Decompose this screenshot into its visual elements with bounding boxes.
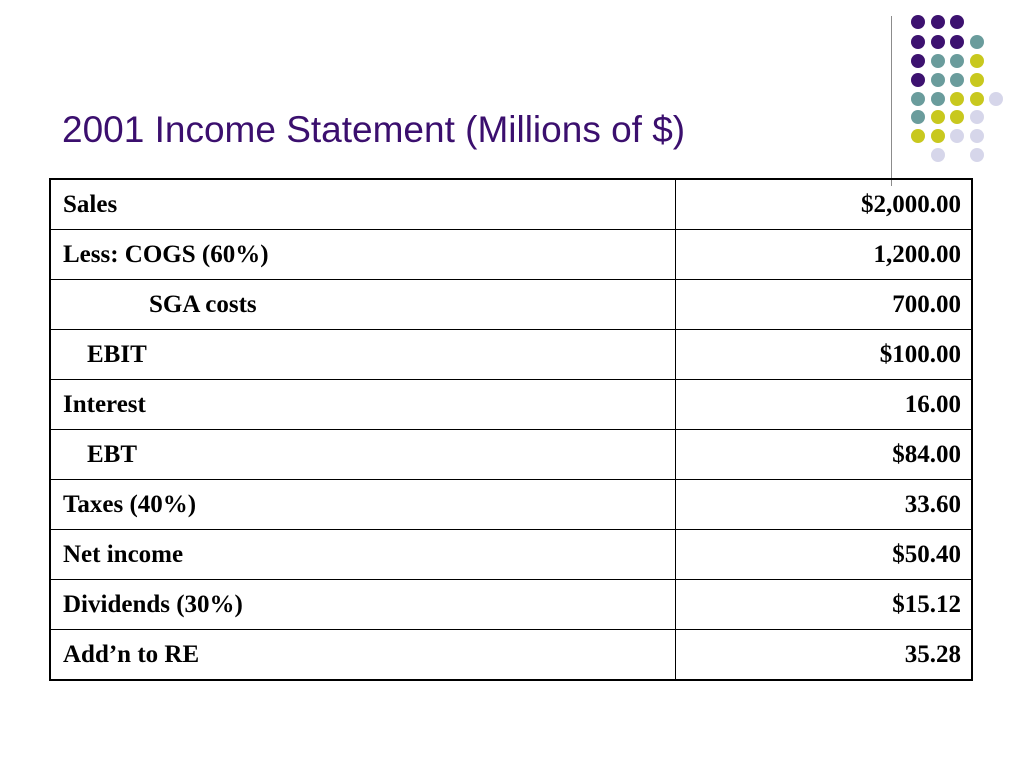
slide-title: 2001 Income Statement (Millions of $) — [62, 109, 686, 150]
row-label: EBT — [50, 430, 675, 480]
row-value: 1,200.00 — [675, 230, 972, 280]
decorative-dot — [931, 35, 945, 49]
row-label: Sales — [50, 179, 675, 230]
row-label: Interest — [50, 380, 675, 430]
decorative-dot — [970, 148, 984, 162]
table-row — [50, 480, 972, 530]
decorative-dot — [970, 92, 984, 106]
decorative-dot — [911, 73, 925, 87]
decorative-dot — [970, 54, 984, 68]
decorative-dot — [970, 110, 984, 124]
row-value: 35.28 — [675, 630, 972, 681]
decorative-dot — [931, 92, 945, 106]
income-statement-table — [49, 178, 973, 681]
decorative-dot-grid — [0, 0, 1024, 200]
income-statement-body — [50, 179, 972, 680]
decorative-divider-line — [891, 16, 892, 186]
decorative-dot — [931, 15, 945, 29]
row-value: $2,000.00 — [675, 179, 972, 230]
table-row — [50, 630, 972, 681]
decorative-dot — [970, 129, 984, 143]
decorative-dot — [989, 92, 1003, 106]
row-label: Taxes (40%) — [50, 480, 675, 530]
decorative-dot — [970, 73, 984, 87]
row-label: Less: COGS (60%) — [50, 230, 675, 280]
table-row — [50, 280, 972, 330]
row-label: Add’n to RE — [50, 630, 675, 681]
decorative-dot — [950, 92, 964, 106]
row-value: $50.40 — [675, 530, 972, 580]
decorative-dot — [931, 129, 945, 143]
table-row — [50, 380, 972, 430]
decorative-dot — [950, 129, 964, 143]
decorative-dot — [931, 148, 945, 162]
decorative-dot — [931, 110, 945, 124]
decorative-dot — [911, 129, 925, 143]
row-label: EBIT — [50, 330, 675, 380]
decorative-dot — [950, 54, 964, 68]
row-value: $100.00 — [675, 330, 972, 380]
table-row — [50, 530, 972, 580]
decorative-dot — [931, 73, 945, 87]
table-row — [50, 330, 972, 380]
row-value: 16.00 — [675, 380, 972, 430]
decorative-dot — [931, 54, 945, 68]
row-value: 33.60 — [675, 480, 972, 530]
table-row — [50, 179, 972, 230]
decorative-dot — [950, 73, 964, 87]
row-value: $15.12 — [675, 580, 972, 630]
row-value: $84.00 — [675, 430, 972, 480]
decorative-dot — [970, 35, 984, 49]
table-row — [50, 580, 972, 630]
decorative-dot — [911, 92, 925, 106]
decorative-dot — [950, 110, 964, 124]
table-row — [50, 430, 972, 480]
row-value: 700.00 — [675, 280, 972, 330]
decorative-dot — [911, 35, 925, 49]
decorative-dot — [911, 15, 925, 29]
decorative-dot — [950, 15, 964, 29]
decorative-dot — [911, 110, 925, 124]
decorative-dot — [950, 35, 964, 49]
row-label: SGA costs — [50, 280, 675, 330]
decorative-dot — [911, 54, 925, 68]
row-label: Net income — [50, 530, 675, 580]
row-label: Dividends (30%) — [50, 580, 675, 630]
table-row — [50, 230, 972, 280]
